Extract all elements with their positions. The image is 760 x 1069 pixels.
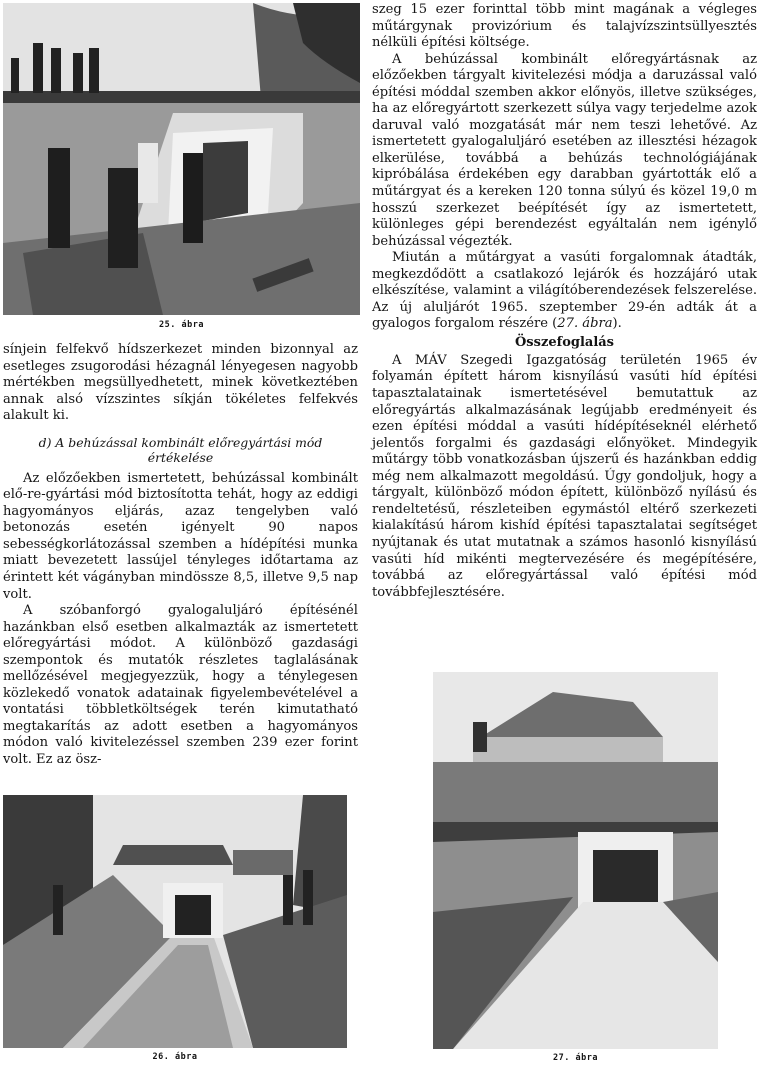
photo-figure-26 xyxy=(3,795,347,1048)
photo-figure-25 xyxy=(3,3,360,315)
figure-27-caption: 27. ábra xyxy=(553,1053,598,1063)
right-para-3-end: ). xyxy=(612,316,622,332)
right-para-2: A behúzással kombinált előregyártásnak az előzőekben tárgyalt kivitelezési módja a daruzással való építési móddal szemben akkor előnyös, illetve szükséges, ha az előregyártott szerkezett súlya vagy terjedelme azok daruval való mozgatását már nem teszi lehetővé. Az ismertetett gyalogaluljáró esetében az illesztési hézagok elkerülése, továbbá a behúzás technológiájának kipróbálása érdekében egy darabban gyártották elő a műtárgyat és a kereken 120 tonna súlyú és közel 19,0 m hosszú szerkezet beépítését így az ismertetett, különleges gépi berendezést egyáltalán nem igénylő behúzással végezték. xyxy=(372,51,757,249)
section-d-title: A behúzással kombinált előregyártási mód értékelése xyxy=(55,434,323,465)
figure-25-caption: 25. ábra xyxy=(159,320,204,330)
right-column xyxy=(372,2,757,601)
right-para-4: A MÁV Szegedi Igazgatóság területén 1965 év folyamán épített három kisnyílású vasúti híd építési tapasztalatainak ismertetésével bemutattuk az előregyártás alkalmazásának legújabb eredményeit és ezen építési móddal a vasúti hídépítéseknél elérhető jelentős forgalmi és gazdasági előnyöket. Mindegyik műtárgy több vonatkozásban újszerű és hazánkban eddig még nem alkalmazott megoldású. Úgy gondoljuk, hogy a tárgyalt, különböző módon épített, különböző nyílású és rendeltetésű, részleteiben egymástól eltérő szerkezeti kialakítású három kishíd építési tapasztalatai segítséget nyújtanak és utat mutatnak a számos hasonló kisnyílású vasúti híd mikénti megtervezésére és megépítésére, továbbá az előregyártással való építési mód továbbfejlesztésére. xyxy=(372,352,757,600)
photo-figure-27 xyxy=(433,672,718,1049)
figure-27-reference: 27. ábra xyxy=(557,316,613,332)
section-d-prefix: d) xyxy=(38,434,56,450)
summary-heading: Összefoglalás xyxy=(514,334,614,350)
left-column xyxy=(3,342,358,769)
right-para-3 xyxy=(372,250,757,333)
left-para-3: A szóbanforgó gyalogaluljáró építésénél hazánkban első esetben alkalmazták az ismertetett előregyártási módot. A különböző gazdasági szempontok és mutatók részletes taglalásának mellőzésével megjegyezzük, hogy a ténylegesen közlekedő vonatok adatainak figyelembevételével a vontatási többletköltségek terén kimutatható megtakarítás az adott esetben a hagyományos módon való kivitelezéssel szemben 239 ezer forint volt. Ez az ösz- xyxy=(3,603,358,768)
right-para-3-main: Miután a műtárgyat a vasúti forgalomnak átadták, megkezdődött a csatlakozó lejárók és hozzájáró utak elkészítése, valamint a világítóberendezések felszerelése. Az új aluljárót 1965. szeptember 29-én adták át a gyalogos forgalom részére ( xyxy=(372,250,757,332)
section-d-heading xyxy=(15,435,346,465)
left-para-2: Az előzőekben ismertetett, behúzással kombinált elő-re-gyártási mód biztosította tehát, hogy az eddigi hagyományos eljárás, azaz tengelyben való betonozás esetén igényelt 90 napos sebességkorlátozással szemben a hídépítési munka miatt bevezetett lassújel tényleges időtartama az érintett két vágányban mindössze 8,5, illetve 9,5 nap volt. xyxy=(3,470,358,602)
right-para-1: szeg 15 ezer forinttal több mint magának a végleges műtárgynak provizórium és talajvízszintsüllyesztés nélküli építési költsége. xyxy=(372,2,757,51)
left-para-1: sínjein felfekvő hídszerkezet minden bizonnyal az esetleges zsugorodási hézagnál lényegesen nagyobb mértékben megsüllyedhetett, minek következtében annak alsó vízszintes síkján tökéletes felfekvés alakult ki. xyxy=(3,342,358,424)
figure-26-caption: 26. ábra xyxy=(152,1052,198,1062)
